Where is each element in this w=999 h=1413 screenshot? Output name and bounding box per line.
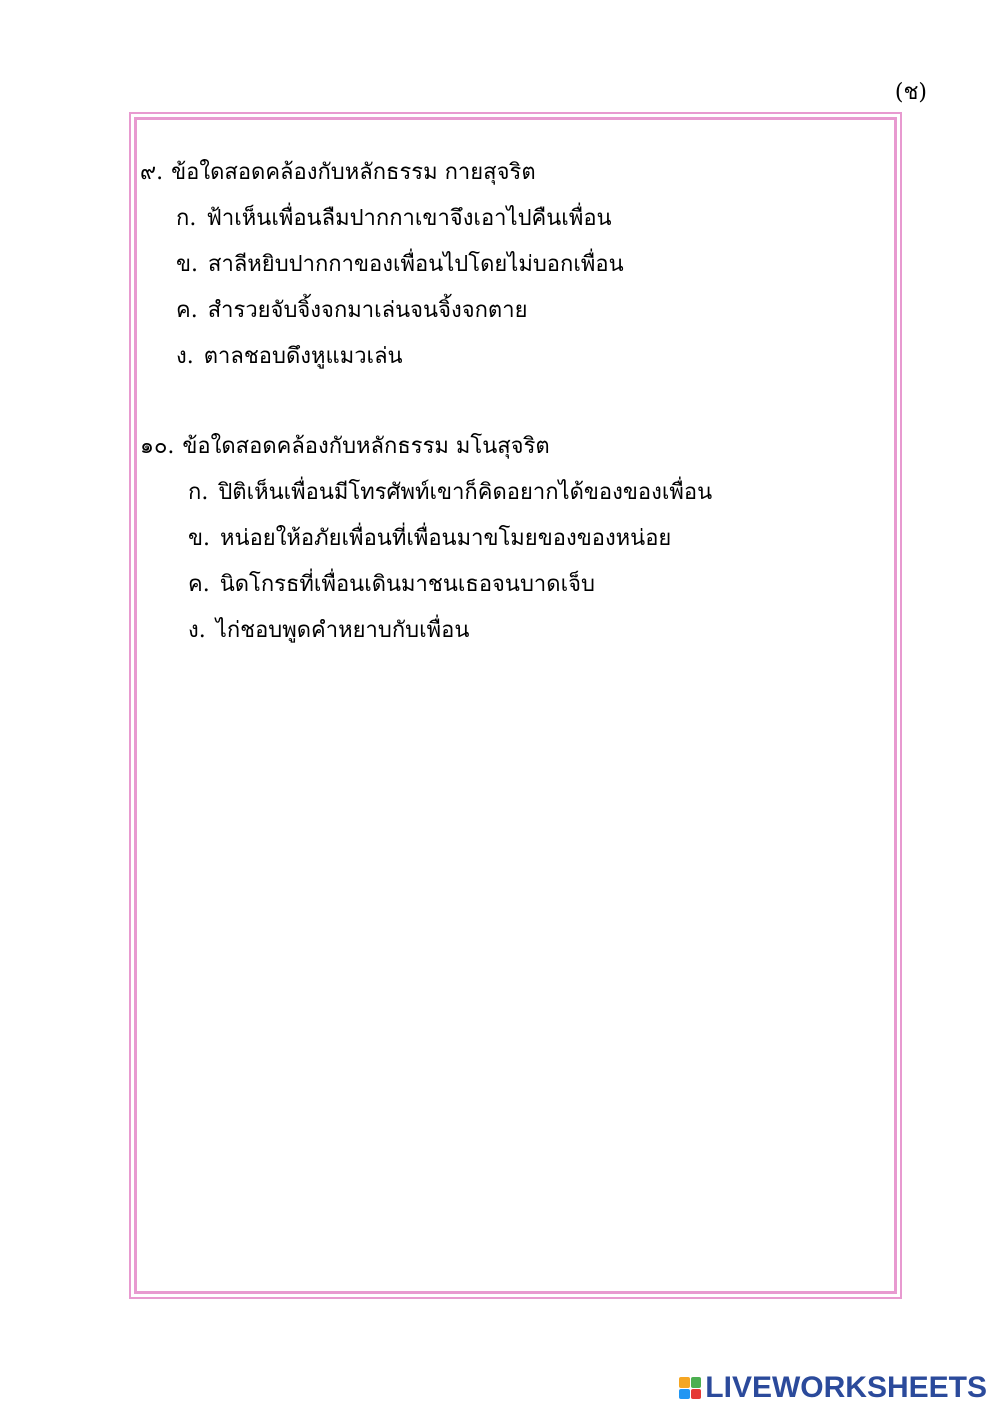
liveworksheets-logo[interactable] xyxy=(679,1371,987,1405)
option-b[interactable] xyxy=(140,516,880,562)
question-number: ๙. xyxy=(140,160,164,185)
question-10 xyxy=(140,424,880,654)
option-d[interactable] xyxy=(140,608,880,654)
question-text: ข้อใดสอดคล้องกับหลักธรรม กายสุจริต xyxy=(171,160,536,185)
question-9-options xyxy=(140,196,880,380)
option-text: ไก่ชอบพูดคำหยาบกับเพื่อน xyxy=(215,618,470,643)
logo-text: LIVEWORKSHEETS xyxy=(705,1371,987,1404)
page-number: (ช) xyxy=(894,80,927,105)
option-a[interactable] xyxy=(140,196,880,242)
option-letter: ก. xyxy=(188,480,209,505)
option-text: หน่อยให้อภัยเพื่อนที่เพื่อนมาขโมยของของหน่อย xyxy=(220,526,672,551)
option-text: ปิติเห็นเพื่อนมีโทรศัพท์เขาก็คิดอยากได้ของของเพื่อน xyxy=(218,480,713,505)
option-letter: ข. xyxy=(188,526,211,551)
option-a[interactable] xyxy=(140,470,880,516)
option-c[interactable] xyxy=(140,562,880,608)
option-text: ฟ้าเห็นเพื่อนลืมปากกาเขาจึงเอาไปคืนเพื่อน xyxy=(206,206,612,231)
question-9 xyxy=(140,150,880,380)
option-text: ตาลชอบดึงหูแมวเล่น xyxy=(203,344,403,369)
worksheet-content xyxy=(140,150,880,654)
question-text: ข้อใดสอดคล้องกับหลักธรรม มโนสุจริต xyxy=(182,434,550,459)
question-10-options xyxy=(140,470,880,654)
option-letter: ง. xyxy=(188,618,206,643)
option-letter: ง. xyxy=(176,344,194,369)
option-d[interactable] xyxy=(140,334,880,380)
option-letter: ค. xyxy=(176,298,198,323)
option-b[interactable] xyxy=(140,242,880,288)
liveworksheets-logo-icon xyxy=(679,1377,701,1399)
option-text: นิดโกรธที่เพื่อนเดินมาชนเธอจนบาดเจ็บ xyxy=(219,572,595,597)
option-letter: ข. xyxy=(176,252,199,277)
option-c[interactable] xyxy=(140,288,880,334)
question-number: ๑๐. xyxy=(140,434,175,459)
option-letter: ก. xyxy=(176,206,197,231)
option-text: สาลีหยิบปากกาของเพื่อนไปโดยไม่บอกเพื่อน xyxy=(208,252,624,277)
question-9-stem xyxy=(140,150,880,196)
question-10-stem xyxy=(140,424,880,470)
option-text: สำรวยจับจิ้งจกมาเล่นจนจิ้งจกตาย xyxy=(207,298,528,323)
option-letter: ค. xyxy=(188,572,210,597)
